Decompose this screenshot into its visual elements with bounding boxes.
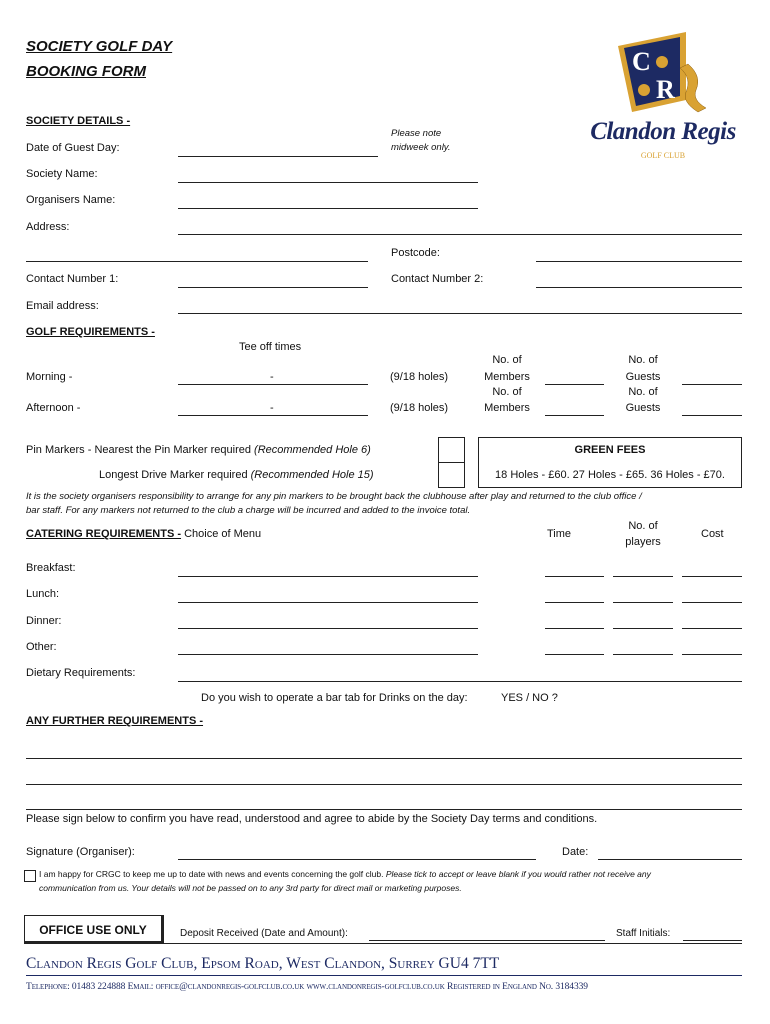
afternoon-time-field[interactable] — [178, 415, 368, 416]
breakfast-players-field[interactable] — [613, 576, 673, 577]
footer-address: Clandon Regis Golf Club, Epsom Road, West Clandon, Surrey GU4 7TT — [26, 955, 500, 972]
breakfast-cost-field[interactable] — [682, 576, 742, 577]
sign-date-label: Date: — [562, 846, 589, 858]
cost-header: Cost — [701, 528, 724, 540]
consent-line-1 — [39, 869, 651, 879]
catering-heading-row — [26, 528, 261, 540]
pin-marker-checkbox[interactable] — [438, 437, 465, 463]
confirm-text: Please sign below to confirm you have read, understood and agree to abide by the Society Day terms and conditions. — [26, 813, 598, 825]
breakfast-menu-field[interactable] — [178, 576, 478, 577]
drive-marker-note: (Recommended Hole 15) — [250, 469, 374, 481]
logo-name: Clandon Regis — [590, 118, 736, 145]
signature-label: Signature (Organiser): — [26, 846, 135, 858]
crest-icon — [588, 28, 738, 168]
afternoon-label: Afternoon - — [26, 402, 81, 414]
other-menu-field[interactable] — [178, 654, 478, 655]
address-field-1[interactable] — [178, 234, 742, 235]
afternoon-dash: - — [270, 402, 274, 414]
breakfast-label: Breakfast: — [26, 562, 76, 574]
signature-field[interactable] — [178, 859, 536, 860]
morning-dash: - — [270, 371, 274, 383]
responsibility-note-1: It is the society organisers responsibility to arrange for any pin markers to be brought back the clubhouse after play and returned to the club office / — [26, 491, 642, 502]
morning-label: Morning - — [26, 371, 73, 383]
morning-members-label-1: No. of — [492, 354, 522, 366]
pin-marker-note: (Recommended Hole 6) — [254, 444, 371, 456]
other-label: Other: — [26, 641, 57, 653]
svg-text:R: R — [656, 75, 675, 104]
tee-times-label: Tee off times — [239, 341, 302, 353]
consent-line-2: communication from us. Your details will not be passed on to any 3rd party for direct mail or marketing purposes. — [39, 883, 462, 893]
society-name-label: Society Name: — [26, 168, 98, 180]
form-title-line-1: SOCIETY GOLF DAY — [26, 38, 173, 55]
email-label: Email address: — [26, 300, 99, 312]
drive-marker-text: Longest Drive Marker required — [99, 469, 248, 481]
lunch-menu-field[interactable] — [178, 602, 478, 603]
staff-initials-label: Staff Initials: — [616, 928, 671, 939]
afternoon-guests-label-2: Guests — [625, 402, 661, 414]
logo-sub: GOLF CLUB — [640, 151, 686, 160]
office-use-box — [24, 915, 164, 944]
morning-members-label-2: Members — [484, 371, 530, 383]
drive-marker-checkbox[interactable] — [438, 462, 465, 488]
golf-requirements-heading: GOLF REQUIREMENTS - — [26, 326, 155, 338]
responsibility-note-2: bar staff. For any markers not returned to the club a charge will be incurred and added to the invoice total. — [26, 505, 471, 516]
office-use-label: OFFICE USE ONLY — [39, 923, 147, 937]
form-title-line-2: BOOKING FORM — [26, 63, 146, 80]
email-field[interactable] — [178, 313, 742, 314]
further-requirements-line-3[interactable] — [26, 809, 742, 810]
dinner-players-field[interactable] — [613, 628, 673, 629]
consent-text-1a: I am happy for CRGC to keep me up to date with news and events concerning the golf club. — [39, 869, 384, 879]
other-players-field[interactable] — [613, 654, 673, 655]
organiser-field[interactable] — [178, 208, 478, 209]
lunch-label: Lunch: — [26, 588, 60, 600]
time-header: Time — [547, 528, 572, 540]
breakfast-time-field[interactable] — [545, 576, 604, 577]
lunch-cost-field[interactable] — [682, 602, 742, 603]
contact2-label: Contact Number 2: — [391, 273, 484, 285]
afternoon-members-field[interactable] — [545, 415, 604, 416]
morning-members-field[interactable] — [545, 384, 604, 385]
organiser-label: Organisers Name: — [26, 194, 116, 206]
date-label: Date of Guest Day: — [26, 142, 120, 154]
morning-guests-field[interactable] — [682, 384, 742, 385]
catering-heading: CATERING REQUIREMENTS - — [26, 528, 182, 540]
drive-marker-label — [99, 469, 374, 481]
bar-tab-options[interactable]: YES / NO ? — [501, 692, 558, 704]
club-logo — [588, 28, 738, 168]
contact1-field[interactable] — [178, 287, 368, 288]
other-cost-field[interactable] — [682, 654, 742, 655]
postcode-field[interactable] — [536, 261, 742, 262]
address-label: Address: — [26, 221, 70, 233]
dinner-cost-field[interactable] — [682, 628, 742, 629]
dinner-menu-field[interactable] — [178, 628, 478, 629]
players-header-1: No. of — [628, 520, 658, 532]
midweek-note-1: Please note — [391, 128, 442, 139]
dinner-label: Dinner: — [26, 615, 62, 627]
midweek-note-2: midweek only. — [391, 142, 451, 153]
staff-initials-field[interactable] — [683, 940, 742, 941]
contact2-field[interactable] — [536, 287, 742, 288]
morning-guests-label-1: No. of — [628, 354, 658, 366]
green-fees-title: GREEN FEES — [574, 444, 646, 456]
footer-contact: Telephone: 01483 224888 Email: office@clandonregis-golfclub.co.uk www.clandonregis-golfclub.co.uk Registered in England No. 3184339 — [26, 982, 588, 992]
contact1-label: Contact Number 1: — [26, 273, 119, 285]
bar-tab-question: Do you wish to operate a bar tab for Drinks on the day: — [201, 692, 468, 704]
deposit-field[interactable] — [369, 940, 605, 941]
postcode-label: Postcode: — [391, 247, 440, 259]
footer-divider — [26, 975, 742, 976]
date-field[interactable] — [178, 156, 378, 157]
consent-checkbox[interactable] — [24, 870, 36, 882]
afternoon-guests-field[interactable] — [682, 415, 742, 416]
consent-text-1b: Please tick to accept or leave blank if you would rather not receive any — [383, 869, 651, 879]
dietary-label: Dietary Requirements: — [26, 667, 136, 679]
further-requirements-line-1[interactable] — [26, 758, 742, 759]
morning-guests-label-2: Guests — [625, 371, 661, 383]
dinner-time-field[interactable] — [545, 628, 604, 629]
dietary-field[interactable] — [178, 681, 742, 682]
lunch-time-field[interactable] — [545, 602, 604, 603]
players-header-2: players — [625, 536, 661, 548]
afternoon-members-label-1: No. of — [492, 386, 522, 398]
society-name-field[interactable] — [178, 182, 478, 183]
other-time-field[interactable] — [545, 654, 604, 655]
svg-text:C: C — [632, 47, 651, 76]
afternoon-guests-label-1: No. of — [628, 386, 658, 398]
green-fees-text: 18 Holes - £60. 27 Holes - £65. 36 Holes - £70. — [495, 469, 725, 481]
green-fees-box — [478, 437, 742, 488]
address-field-2[interactable] — [26, 261, 368, 262]
pin-marker-label — [26, 444, 371, 456]
afternoon-holes: (9/18 holes) — [390, 402, 449, 414]
further-requirements-heading: ANY FURTHER REQUIREMENTS - — [26, 715, 204, 727]
lunch-players-field[interactable] — [613, 602, 673, 603]
pin-marker-text: Pin Markers - Nearest the Pin Marker required — [26, 444, 251, 456]
deposit-label: Deposit Received (Date and Amount): — [180, 928, 348, 939]
further-requirements-line-2[interactable] — [26, 784, 742, 785]
society-details-heading: SOCIETY DETAILS - — [26, 115, 131, 127]
sign-date-field[interactable] — [598, 859, 742, 860]
morning-time-field[interactable] — [178, 384, 368, 385]
catering-subheading: Choice of Menu — [181, 528, 262, 540]
afternoon-members-label-2: Members — [484, 402, 530, 414]
morning-holes: (9/18 holes) — [390, 371, 449, 383]
